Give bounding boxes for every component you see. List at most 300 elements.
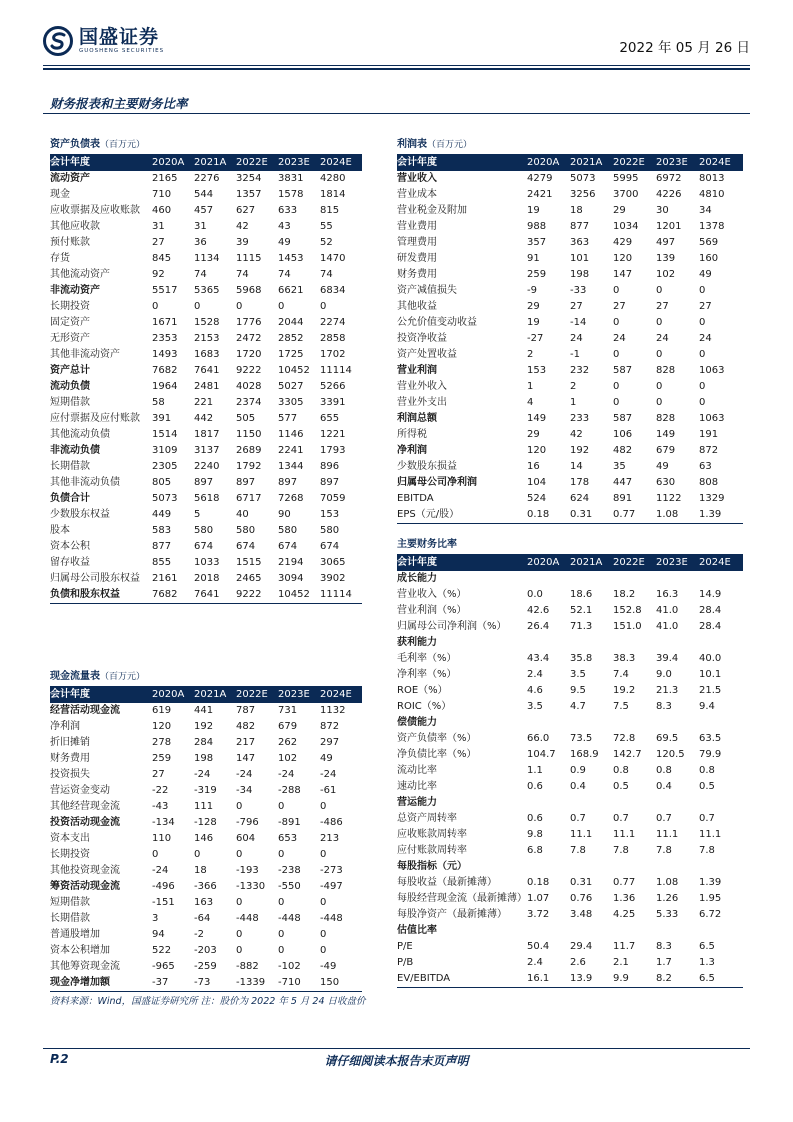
row-label: 现金 — [50, 189, 70, 200]
table-row — [50, 959, 362, 975]
row-value: 24 — [656, 333, 669, 344]
row-value — [613, 923, 656, 939]
row-label: 所得税 — [397, 429, 427, 440]
table-row — [50, 219, 362, 235]
row-label: 普通股增加 — [50, 929, 100, 940]
row-value: 3 — [152, 913, 159, 924]
row-value: 1817 — [194, 429, 220, 440]
row-value: 1122 — [656, 493, 682, 504]
row-value: 29.4 — [570, 941, 593, 952]
year-header: 2020A — [152, 689, 185, 700]
row-value: -64 — [194, 913, 211, 924]
row-label: 应收账款周转率 — [397, 829, 467, 840]
row-value: 142.7 — [613, 749, 642, 760]
row-value: 897 — [194, 477, 214, 488]
row-value: 0 — [236, 897, 243, 908]
table-row — [397, 395, 743, 411]
table-row — [50, 187, 362, 203]
row-value: 877 — [570, 221, 590, 232]
row-value: 9.8 — [527, 829, 543, 840]
row-label: 负债和股东权益 — [50, 589, 120, 600]
row-label: 股本 — [50, 525, 70, 536]
row-label: 其他非流动负债 — [50, 477, 120, 488]
row-value — [613, 571, 656, 587]
table-header-row — [50, 687, 362, 703]
row-value: 1146 — [278, 429, 304, 440]
row-value: 14.9 — [699, 589, 722, 600]
row-value: 0 — [278, 301, 285, 312]
row-label: 财务费用 — [50, 753, 90, 764]
row-value: 106 — [613, 429, 633, 440]
row-value: 6717 — [236, 493, 262, 504]
row-value — [656, 795, 699, 811]
table-row — [397, 635, 743, 651]
row-value: 28.4 — [699, 621, 722, 632]
row-value: 198 — [570, 269, 590, 280]
row-value: 3.5 — [527, 701, 543, 712]
year-header: 2024E — [320, 157, 352, 168]
row-value: 3256 — [570, 189, 596, 200]
row-value: 587 — [613, 365, 633, 376]
row-value: 5073 — [570, 173, 596, 184]
row-value: 3.5 — [570, 669, 586, 680]
row-value: 633 — [278, 205, 298, 216]
row-value: 151.0 — [613, 621, 642, 632]
row-value: 1683 — [194, 349, 220, 360]
row-label: 偿债能力 — [397, 717, 437, 728]
row-value: 5517 — [152, 285, 178, 296]
row-value: 0.0 — [527, 589, 543, 600]
row-value: 7641 — [194, 589, 220, 600]
table-row — [397, 267, 743, 283]
row-value: 2374 — [236, 397, 262, 408]
row-value: 604 — [236, 833, 256, 844]
table-row — [50, 911, 362, 927]
row-value: 0 — [236, 929, 243, 940]
table-row — [397, 347, 743, 363]
table-row — [50, 735, 362, 751]
row-value: 29 — [527, 301, 540, 312]
row-label: 利润总额 — [397, 413, 437, 424]
row-value: 24 — [699, 333, 712, 344]
year-header: 2024E — [699, 157, 731, 168]
row-value: 41.0 — [656, 605, 679, 616]
row-value: 278 — [152, 737, 172, 748]
row-value: 4226 — [656, 189, 682, 200]
row-value: 7268 — [278, 493, 304, 504]
row-value: 524 — [527, 493, 547, 504]
row-value: 1378 — [699, 221, 725, 232]
row-label: 总资产周转率 — [397, 813, 457, 824]
table-row — [50, 379, 362, 395]
section-divider — [43, 113, 750, 114]
row-value: 0 — [236, 945, 243, 956]
row-value: 845 — [152, 253, 172, 264]
row-value — [656, 635, 699, 651]
row-value — [699, 715, 742, 731]
row-value: 11.1 — [613, 829, 636, 840]
table-row — [397, 235, 743, 251]
row-value: -496 — [152, 881, 175, 892]
table-row — [50, 975, 362, 992]
row-value: 7059 — [320, 493, 346, 504]
row-value: 18.2 — [613, 589, 636, 600]
row-value: 4279 — [527, 173, 553, 184]
year-header: 2022E — [236, 689, 268, 700]
row-value: 28.4 — [699, 605, 722, 616]
row-value — [699, 635, 742, 651]
row-value: 146 — [194, 833, 214, 844]
row-value: 0.4 — [570, 781, 586, 792]
row-value: -882 — [236, 961, 259, 972]
row-value: 52 — [320, 237, 333, 248]
row-label: 固定资产 — [50, 317, 90, 328]
row-value: -448 — [236, 913, 259, 924]
row-value: 6972 — [656, 173, 682, 184]
row-label: 资本支出 — [50, 833, 90, 844]
row-value: 1.3 — [699, 957, 715, 968]
table-row — [397, 331, 743, 347]
table-row — [50, 331, 362, 347]
row-value: 1725 — [278, 349, 304, 360]
row-value: -128 — [194, 817, 217, 828]
row-value: 587 — [613, 413, 633, 424]
row-value: 580 — [278, 525, 298, 536]
cash-flow-table — [50, 668, 362, 992]
row-value: 3831 — [278, 173, 304, 184]
row-value: 4028 — [236, 381, 262, 392]
row-value: 7641 — [194, 365, 220, 376]
row-value: 1578 — [278, 189, 304, 200]
row-value: 139 — [656, 253, 676, 264]
row-value: 38.3 — [613, 653, 636, 664]
row-value: 55 — [320, 221, 333, 232]
year-header: 2021A — [570, 557, 603, 568]
row-value: 5618 — [194, 493, 220, 504]
row-value: 828 — [656, 413, 676, 424]
table-row — [50, 475, 362, 491]
row-value: -27 — [527, 333, 544, 344]
table-row — [397, 219, 743, 235]
row-value: 7.8 — [613, 845, 629, 856]
table-row — [397, 459, 743, 475]
row-value: 897 — [320, 477, 340, 488]
row-value: 2481 — [194, 381, 220, 392]
row-value: 1357 — [236, 189, 262, 200]
row-value: 1776 — [236, 317, 262, 328]
row-value: 2.1 — [613, 957, 629, 968]
row-value: 679 — [656, 445, 676, 456]
row-value: -497 — [320, 881, 343, 892]
row-value: 9222 — [236, 365, 262, 376]
row-value: 16.3 — [656, 589, 679, 600]
row-value: 3391 — [320, 397, 346, 408]
row-value: 674 — [236, 541, 256, 552]
row-value: 3.48 — [570, 909, 593, 920]
row-value: 21.5 — [699, 685, 722, 696]
row-value: 674 — [194, 541, 214, 552]
row-value: 3700 — [613, 189, 639, 200]
row-value: 4.6 — [527, 685, 543, 696]
row-value: 1964 — [152, 381, 178, 392]
row-value: 27 — [152, 769, 165, 780]
row-value: 0.5 — [613, 781, 629, 792]
row-label: 流动资产 — [50, 173, 90, 184]
table-row — [397, 715, 743, 731]
row-value: 153 — [527, 365, 547, 376]
year-header: 2020A — [152, 157, 185, 168]
row-value: 24 — [570, 333, 583, 344]
row-value: 1.1 — [527, 765, 543, 776]
row-label: 资产总计 — [50, 365, 90, 376]
table-row — [50, 395, 362, 411]
row-label: 筹资活动现金流 — [50, 881, 120, 892]
row-label: 营业利润（%） — [397, 605, 467, 616]
row-value — [613, 795, 656, 811]
row-value: 27 — [656, 301, 669, 312]
row-value: -448 — [320, 913, 343, 924]
row-value: 787 — [236, 705, 256, 716]
table-row — [397, 251, 743, 267]
row-value: 731 — [278, 705, 298, 716]
row-value: 2852 — [278, 333, 304, 344]
row-value: 0.6 — [527, 813, 543, 824]
row-label: 应付账款周转率 — [397, 845, 467, 856]
row-value: 872 — [320, 721, 340, 732]
row-value: 4.25 — [613, 909, 636, 920]
row-value: 0.77 — [613, 509, 636, 520]
row-value: 674 — [320, 541, 340, 552]
row-label: 长期投资 — [50, 849, 90, 860]
row-value: 192 — [570, 445, 590, 456]
row-value: -22 — [152, 785, 169, 796]
row-value: 630 — [656, 477, 676, 488]
row-value: 79.9 — [699, 749, 722, 760]
table-row — [50, 847, 362, 863]
header-divider-thick — [43, 68, 750, 70]
row-value: 0 — [699, 285, 706, 296]
row-label: 营运资金变动 — [50, 785, 110, 796]
row-label: 流动比率 — [397, 765, 437, 776]
row-value: 1132 — [320, 705, 346, 716]
disclaimer: 请仔细阅读本报告末页声明 — [324, 1054, 469, 1068]
row-label: 负债合计 — [50, 493, 90, 504]
row-value: 1470 — [320, 253, 346, 264]
row-value: 153 — [320, 509, 340, 520]
row-value: 1.08 — [656, 877, 679, 888]
table-row — [397, 283, 743, 299]
row-value: 710 — [152, 189, 172, 200]
table-row — [397, 651, 743, 667]
row-value: 34 — [699, 205, 712, 216]
row-value: 0 — [194, 849, 201, 860]
row-value: 111 — [194, 801, 214, 812]
row-value: 3902 — [320, 573, 346, 584]
row-label: 营业收入（%） — [397, 589, 467, 600]
row-value: 653 — [278, 833, 298, 844]
table-row — [50, 523, 362, 539]
row-label: 财务费用 — [397, 269, 437, 280]
row-value: -319 — [194, 785, 217, 796]
row-label: 其他投资现金流 — [50, 865, 120, 876]
row-value: 7.8 — [699, 845, 715, 856]
row-value: 544 — [194, 189, 214, 200]
row-value — [570, 859, 613, 875]
row-label: 投资净收益 — [397, 333, 447, 344]
row-value: 580 — [194, 525, 214, 536]
row-label: 归属母公司净利润 — [397, 477, 477, 488]
row-value — [699, 795, 742, 811]
row-value: 449 — [152, 509, 172, 520]
table-row — [397, 443, 743, 459]
row-value: 0.7 — [699, 813, 715, 824]
row-value: 8013 — [699, 173, 725, 184]
row-label: 存货 — [50, 253, 70, 264]
row-value: 149 — [656, 429, 676, 440]
table-row — [397, 699, 743, 715]
row-value: 0 — [278, 801, 285, 812]
row-label: 少数股东损益 — [397, 461, 457, 472]
row-value: 104 — [527, 477, 547, 488]
table-row — [397, 603, 743, 619]
row-value: 619 — [152, 705, 172, 716]
row-value: -34 — [236, 785, 253, 796]
row-value: 522 — [152, 945, 172, 956]
table-row — [50, 235, 362, 251]
row-value: 11114 — [320, 589, 352, 600]
table-row — [50, 879, 362, 895]
row-value: 110 — [152, 833, 172, 844]
row-value: 10452 — [278, 365, 310, 376]
row-label: ROIC（%） — [397, 701, 452, 712]
header-divider — [43, 65, 750, 66]
row-value: 0 — [656, 349, 663, 360]
row-value: 13.9 — [570, 973, 593, 984]
table-row — [397, 171, 743, 187]
row-value: -203 — [194, 945, 217, 956]
row-value: 5365 — [194, 285, 220, 296]
row-value: 7.5 — [613, 701, 629, 712]
row-value: 2161 — [152, 573, 178, 584]
row-value — [570, 715, 613, 731]
table-row — [397, 971, 743, 988]
row-value: 18 — [570, 205, 583, 216]
source-note: 资料来源：Wind，国盛证券研究所 注：股价为 2022 年 5 月 24 日收盘价 — [50, 996, 366, 1007]
row-label: 净负债比率（%） — [397, 749, 477, 760]
row-value: 2276 — [194, 173, 220, 184]
row-value: 40.0 — [699, 653, 722, 664]
row-value: 0.31 — [570, 509, 593, 520]
row-label: 应收票据及应收账款 — [50, 205, 140, 216]
row-value: 192 — [194, 721, 214, 732]
row-value: 9.9 — [613, 973, 629, 984]
row-value: 4 — [527, 397, 534, 408]
year-header: 2023E — [656, 157, 688, 168]
row-value: 0.7 — [656, 813, 672, 824]
row-value: 74 — [278, 269, 291, 280]
row-label: 其他流动负债 — [50, 429, 110, 440]
row-value: 0 — [278, 945, 285, 956]
row-value: 1.26 — [656, 893, 679, 904]
row-value: 357 — [527, 237, 547, 248]
row-value: 0.76 — [570, 893, 593, 904]
row-label: 流动负债 — [50, 381, 90, 392]
row-label: 资产处置收益 — [397, 349, 457, 360]
table-row — [50, 459, 362, 475]
row-label: 资本公积增加 — [50, 945, 110, 956]
row-value: 1.08 — [656, 509, 679, 520]
financial-ratios-title: 主要财务比率 — [397, 536, 743, 555]
table-row — [50, 539, 362, 555]
row-value: 74 — [194, 269, 207, 280]
row-value: 58 — [152, 397, 165, 408]
table-row — [50, 751, 362, 767]
year-header: 2021A — [194, 157, 227, 168]
row-value: 217 — [236, 737, 256, 748]
row-value — [570, 795, 613, 811]
year-header: 2021A — [194, 689, 227, 700]
table-row — [397, 827, 743, 843]
row-value: 2858 — [320, 333, 346, 344]
row-label: 净利率（%） — [397, 669, 457, 680]
row-value: 2 — [527, 349, 534, 360]
year-header: 2024E — [320, 689, 352, 700]
row-value: 0 — [699, 349, 706, 360]
row-value — [613, 859, 656, 875]
row-value: 160 — [699, 253, 719, 264]
row-value — [570, 923, 613, 939]
row-value: 0.7 — [570, 813, 586, 824]
row-value: 1528 — [194, 317, 220, 328]
row-value: -9 — [527, 285, 537, 296]
row-value: -73 — [194, 977, 211, 988]
row-value: 19.2 — [613, 685, 636, 696]
row-value: 120 — [613, 253, 633, 264]
row-value: -61 — [320, 785, 337, 796]
row-value: 31 — [152, 221, 165, 232]
row-value: -24 — [152, 865, 169, 876]
row-value: 5027 — [278, 381, 304, 392]
row-value: 1201 — [656, 221, 682, 232]
row-value: 4280 — [320, 173, 346, 184]
row-value: 0.9 — [570, 765, 586, 776]
row-value: -1 — [570, 349, 580, 360]
financial-ratios-table — [397, 536, 743, 988]
row-value: 27 — [570, 301, 583, 312]
row-value: -891 — [278, 817, 301, 828]
row-value: 0 — [236, 801, 243, 812]
row-value: 19 — [527, 317, 540, 328]
row-value: 152.8 — [613, 605, 642, 616]
table-row — [397, 475, 743, 491]
row-value: 2421 — [527, 189, 553, 200]
row-value: -37 — [152, 977, 169, 988]
row-value: 221 — [194, 397, 214, 408]
row-value: 63 — [699, 461, 712, 472]
table-row — [397, 875, 743, 891]
row-value: 0 — [320, 849, 327, 860]
row-value: 1.39 — [699, 877, 722, 888]
table-row — [397, 955, 743, 971]
row-value — [570, 635, 613, 651]
row-value: -288 — [278, 785, 301, 796]
row-value: 2 — [570, 381, 577, 392]
table-row — [397, 731, 743, 747]
row-label: ROE（%） — [397, 685, 448, 696]
table-row — [397, 363, 743, 379]
table-row — [50, 719, 362, 735]
row-value: -24 — [194, 769, 211, 780]
